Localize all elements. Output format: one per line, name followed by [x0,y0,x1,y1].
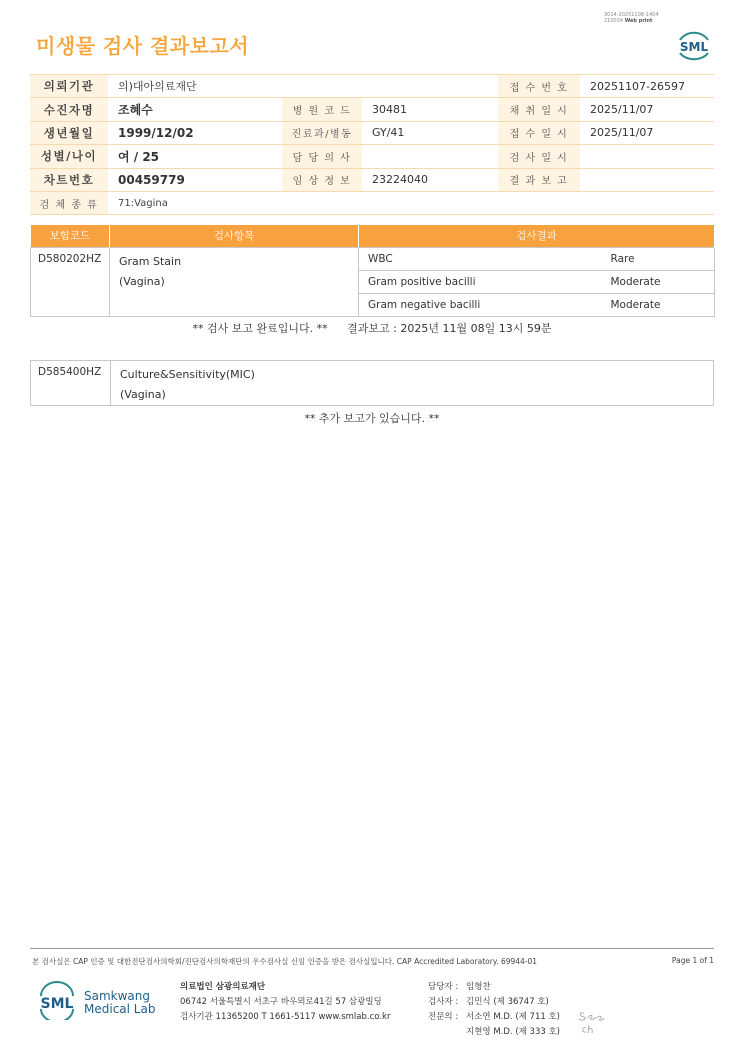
staff-role: 담당자 : [428,982,459,992]
test-code: D585400HZ [38,366,102,378]
report-complete-note [0,320,744,336]
list-item [428,995,560,1010]
label-receipt-no: 접 수 번 호 [498,75,580,98]
logo-text: SML [679,40,709,54]
organization-info [180,980,390,1025]
label-receipt-date: 접 수 일 시 [498,121,580,144]
result-name: Gram negative bacilli [359,293,611,316]
staff-role: 전문의 : [428,1012,459,1022]
sml-logo-icon [674,26,714,62]
result-value: Moderate [611,293,715,316]
staff-name: 김민식 (제 36747 호) [466,997,549,1007]
test-item-specimen: (Vagina) [119,274,165,288]
footer-divider [30,948,714,949]
sml-footer-logo-icon [36,980,78,1020]
test-item-specimen: (Vagina) [120,388,166,401]
label-specimen: 검 체 종 류 [30,191,108,214]
label-doctor: 담 당 의 사 [282,145,362,168]
label-clinical-info: 임 상 정 보 [282,168,362,191]
signature-icon [578,1006,608,1036]
value-chart-no: 00459779 [108,168,282,191]
result-name: WBC [359,247,611,270]
label-collect-date: 채 취 일 시 [498,98,580,121]
test-item [120,365,255,405]
patient-info-table [30,74,714,215]
label-chart-no: 차트번호 [30,168,108,191]
footer-logo-text: SML [40,996,74,1012]
value-receipt-date: 2025/11/07 [580,121,714,144]
header-item: 검사항목 [110,225,359,247]
label-dept-ward: 진료과/병동 [282,121,362,144]
staff-list [428,980,560,1040]
print-id-line1: 3014-20251108-1404 [604,12,659,18]
label-result-report: 결 과 보 고 [498,168,580,191]
staff-name: 서소연 M.D. (제 711 호) [466,1012,561,1022]
list-item [428,980,560,995]
value-dept-ward: GY/41 [362,121,498,144]
label-requester: 의뢰기관 [30,75,108,98]
label-test-date: 검 사 일 시 [498,145,580,168]
staff-name: 임형찬 [466,982,491,992]
label-patient: 수진자명 [30,98,108,121]
label-hospital-code: 병 원 코 드 [282,98,362,121]
report-title: 미생물 검사 결과보고서 [36,34,250,58]
divider [110,361,111,405]
value-sex-age: 여 / 25 [108,145,282,168]
org-name: 의료법인 삼광의료재단 [180,982,266,992]
print-id [604,12,659,24]
value-patient: 조혜수 [108,98,282,121]
value-result-report [580,168,714,191]
page-number: Page 1 of 1 [671,956,714,965]
staff-name: 지현영 M.D. (제 333 호) [466,1027,561,1037]
value-doctor [362,145,498,168]
list-item [428,1025,560,1040]
test-item-name: Culture&Sensitivity(MIC) [120,368,255,381]
report-complete-text: ** 검사 보고 완료입니다. ** [192,322,328,335]
header-code: 보험코드 [31,225,110,247]
value-test-date [580,145,714,168]
result-name: Gram positive bacilli [359,270,611,293]
report-timestamp: 결과보고 : 2025년 11월 08일 13시 59분 [347,322,552,335]
brand-line2: Medical Lab [84,1002,156,1016]
staff-role: 검사자 : [428,997,459,1007]
value-specimen: 71:Vagina [108,191,714,214]
culture-result-box [30,360,714,406]
print-mode: Web print [624,18,653,24]
value-hospital-code: 30481 [362,98,498,121]
header-result: 검사결과 [359,225,715,247]
certification-text: 본 검사실은 CAP 인증 및 대한진단검사의학회/진단검사의학재단의 우수검사실 신임 인증을 받은 검사실입니다. CAP Accredited Laboratory. 69944-01 [32,957,538,966]
test-item [110,247,359,316]
value-receipt-no: 20251107-26597 [580,75,714,98]
value-clinical-info: 23224040 [362,168,498,191]
value-birth: 1999/12/02 [108,121,282,144]
value-requester: 의)대아의료재단 [108,75,498,98]
label-birth: 생년월일 [30,121,108,144]
org-address: 06742 서울특별시 서초구 바우뫼로41길 57 삼광빌딩 [180,997,382,1007]
brand-line1: Samkwang [84,989,150,1003]
additional-report-note: ** 추가 보고가 있습니다. ** [304,412,440,425]
test-code: D580202HZ [31,247,110,316]
value-collect-date: 2025/11/07 [580,98,714,121]
result-value: Rare [611,247,715,270]
table-row [31,247,715,270]
test-item-name: Gram Stain [119,254,182,268]
staff-role [428,1025,466,1040]
brand-name [84,990,155,1016]
print-id-line2: 210034 [604,18,624,24]
label-sex-age: 성별/나이 [30,145,108,168]
result-value: Moderate [611,270,715,293]
list-item [428,1010,560,1025]
org-contact: 검사기관 11365200 T 1661-5117 www.smlab.co.kr [180,1012,391,1022]
gram-stain-result-table [30,225,715,317]
